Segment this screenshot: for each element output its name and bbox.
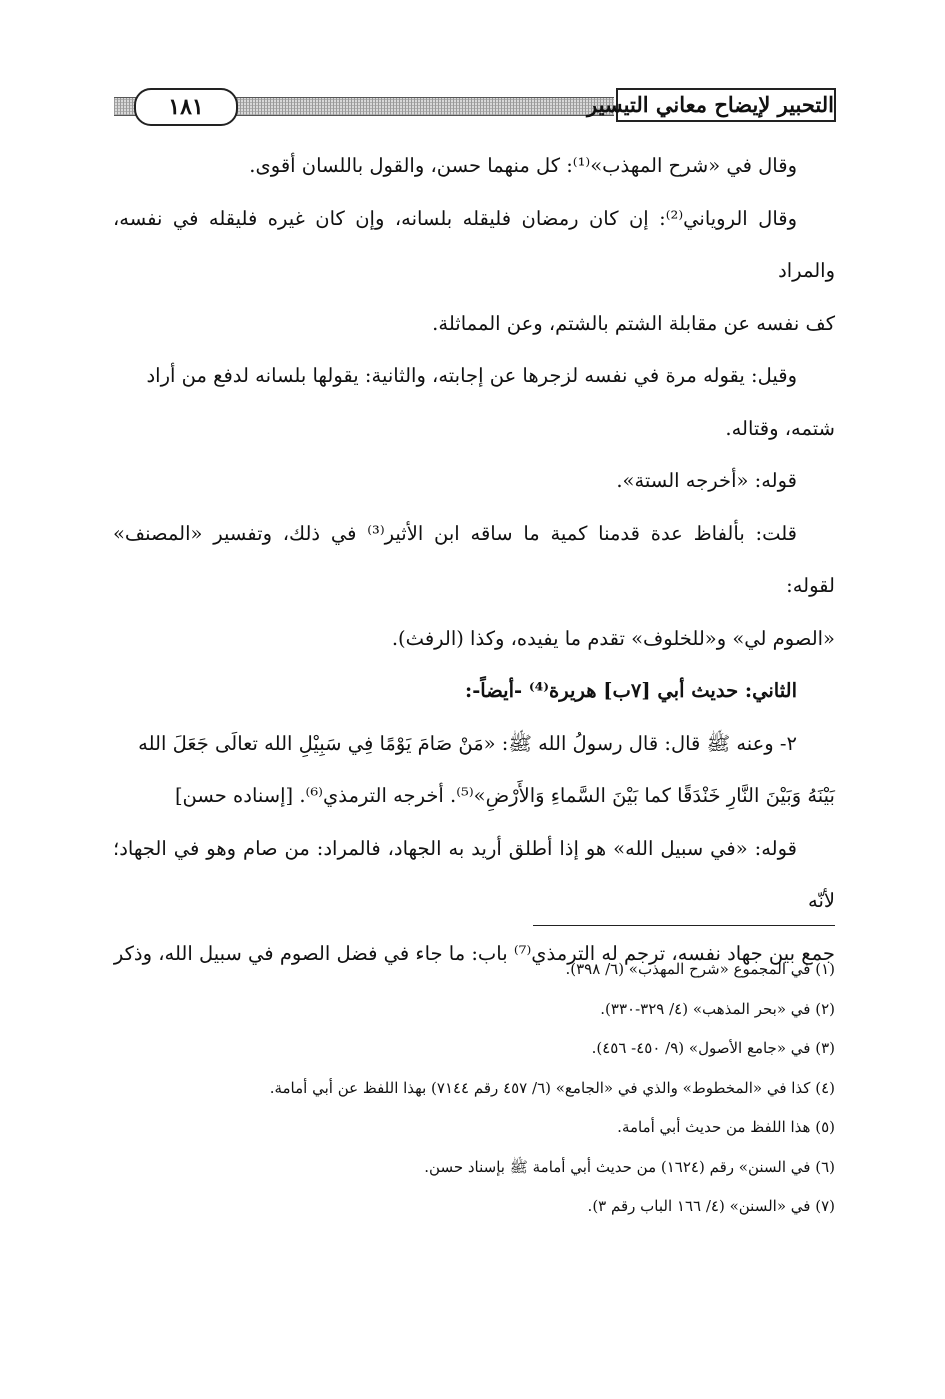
running-header [104,88,836,124]
text-line: شتمه، وقتاله. [725,416,835,440]
text-line: ٢- وعنه ﷺ قال: قال رسولُ الله ﷺ: «مَنْ صَامَ يَوْمًا فِي سَبِيْلِ الله تعالَى جَعَلَ الله [138,731,797,755]
footnote-item: (٦) في السنن» رقم (١٦٢٤) من حديث أبي أمامة ﷺ بإسناد حسن. [424,1157,835,1176]
text-line: قوله: «أخرجه الستة». [616,469,797,492]
page-number: ١٨١ [134,88,238,126]
text-line: كف نفسه عن مقابلة الشتم بالشتم، وعن المماثلة. [432,311,835,335]
footnote-item: (٥) هذا اللفظ من حديث أبي أمامة. [617,1118,835,1136]
text-line: بَيْنَهُ وَبَيْنَ النَّارِ خَنْدَقًا كما بَيْنَ السَّماءِ وَالأَرْضِ»⁽⁵⁾. أخرجه الترمذي⁽⁶⁾. [إسناده حسن] [174,784,835,807]
footnote-item: (٧) في «السنن» (٤/ ١٦٦ الباب رقم ٣). [587,1197,835,1215]
text-line: وقال الروياني⁽²⁾: إن كان رمضان فليقله بلسانه، وإن كان غيره فليقله في نفسه، والمراد [113,206,835,282]
text-line: جمع بين جهاد نفسه، ترجم له الترمذي⁽⁷⁾ باب: ما جاء في فضل الصوم في سبيل الله، وذكر [113,941,835,965]
book-title: التحبير لإيضاح معاني التيسير [616,88,836,122]
text-line: قلت: بألفاظ عدة قدمنا كمية ما ساقه ابن الأثير⁽³⁾ في ذلك، وتفسير «المصنف» لقوله: [113,521,835,597]
footnote-item: (٣) في «جامع الأصول» (٩/ ٤٥٠- ٤٥٦). [591,1039,835,1057]
text-line: وقيل: يقوله مرة في نفسه لزجرها عن إجابته، والثانية: يقولها بلسانه لدفع من أراد [146,364,797,387]
text-line: «الصوم لي» و«للخلوف» تقدم ما يفيده، وكذا (الرفث). [391,626,835,650]
text-line: وقال في «شرح المهذب»⁽¹⁾: كل منهما حسن، والقول باللسان أقوى. [249,154,797,177]
footnote-item: (١) في المجموع «شرح المهذب» (٦/ ٣٩٨). [565,960,835,978]
footnotes [113,950,835,1227]
footnote-item: (٢) في «بحر المذهب» (٤/ ٣٢٩-٣٣٠). [600,999,835,1018]
footnote-item: (٤) كذا في «المخطوط» والذي في «الجامع» (٦/ ٤٥٧ رقم ٧١٤٤) بهذا اللفظ عن أبي أمامة. [269,1078,835,1097]
text-line: الثاني: حديث أبي [٧ب] هريرة⁽⁴⁾ -أيضاً-: [465,679,797,702]
text-line: قوله: «في سبيل الله» هو إذا أطلق أريد به الجهاد، فالمراد: من صام وهو في الجهاد؛ لأنّه [113,836,835,912]
footnote-separator [533,925,835,926]
main-text [113,140,835,980]
